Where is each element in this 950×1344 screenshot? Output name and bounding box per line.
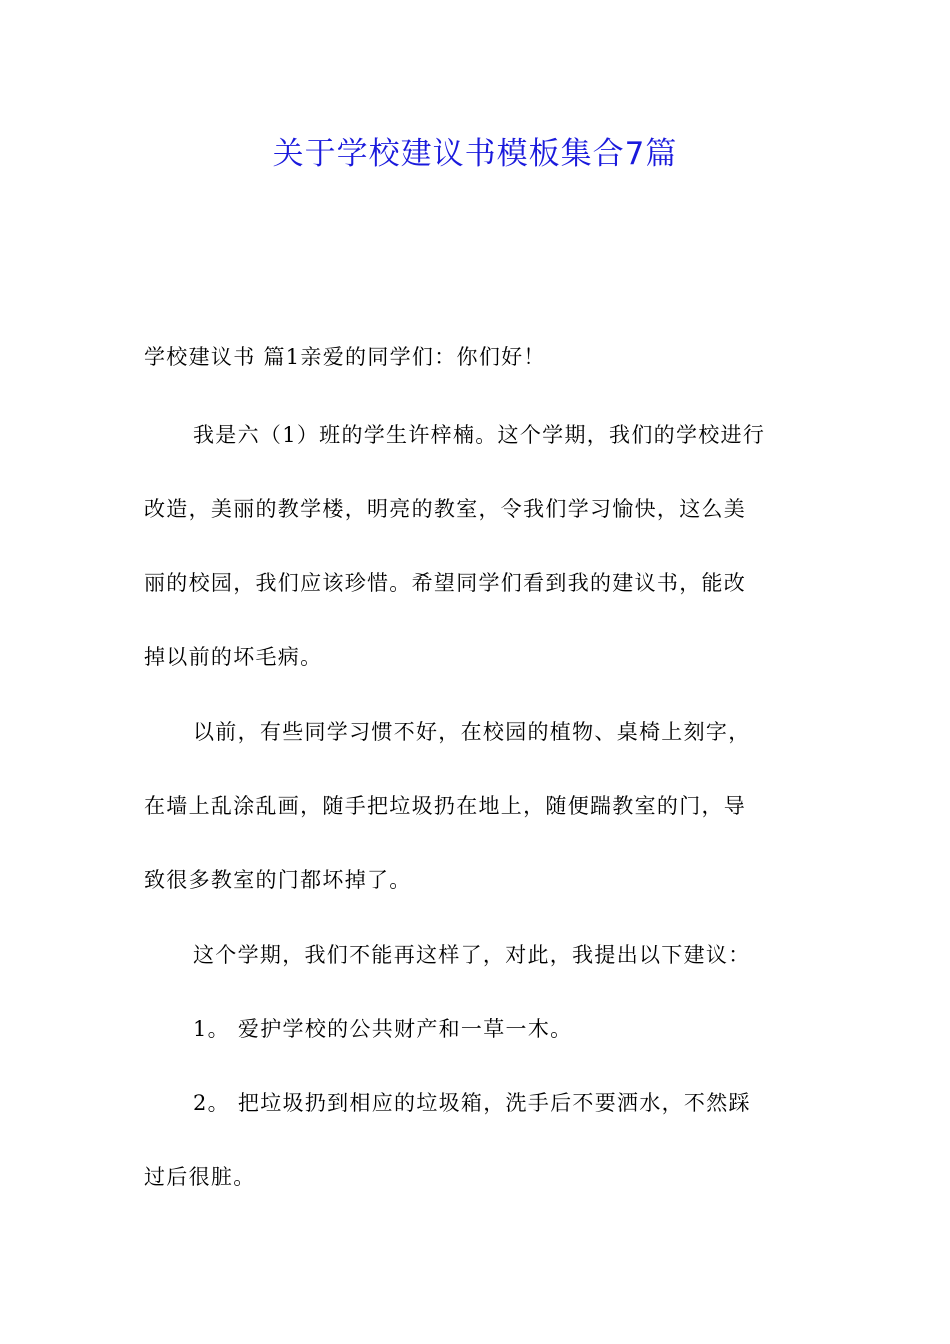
paragraph-line: 过后很脏。 — [144, 1165, 256, 1189]
greeting-line: 学校建议书 篇1亲爱的同学们：你们好！ — [144, 345, 546, 369]
document-title: 关于学校建议书模板集合7篇 — [272, 136, 678, 172]
paragraph-line: 丽的校园，我们应该珍惜。希望同学们看到我的建议书，能改 — [144, 571, 747, 595]
paragraph-line: 在墙上乱涂乱画，随手把垃圾扔在地上，随便踹教室的门，导 — [144, 794, 747, 818]
list-item: 2。 把垃圾扔到相应的垃圾箱，洗手后不要洒水，不然踩 — [193, 1091, 751, 1115]
paragraph-line: 我是六（1）班的学生许梓楠。这个学期，我们的学校进行 — [193, 423, 766, 447]
paragraph-line: 以前，有些同学习惯不好，在校园的植物、桌椅上刻字， — [193, 720, 751, 744]
paragraph-line: 掉以前的坏毛病。 — [144, 645, 323, 669]
paragraph-line: 这个学期，我们不能再这样了，对此，我提出以下建议： — [193, 943, 751, 967]
paragraph-line: 致很多教室的门都坏掉了。 — [144, 868, 412, 892]
paragraph-line: 改造，美丽的教学楼，明亮的教室，令我们学习愉快，这么美 — [144, 497, 747, 521]
list-item: 1。 爱护学校的公共财产和一草一木。 — [193, 1017, 573, 1041]
